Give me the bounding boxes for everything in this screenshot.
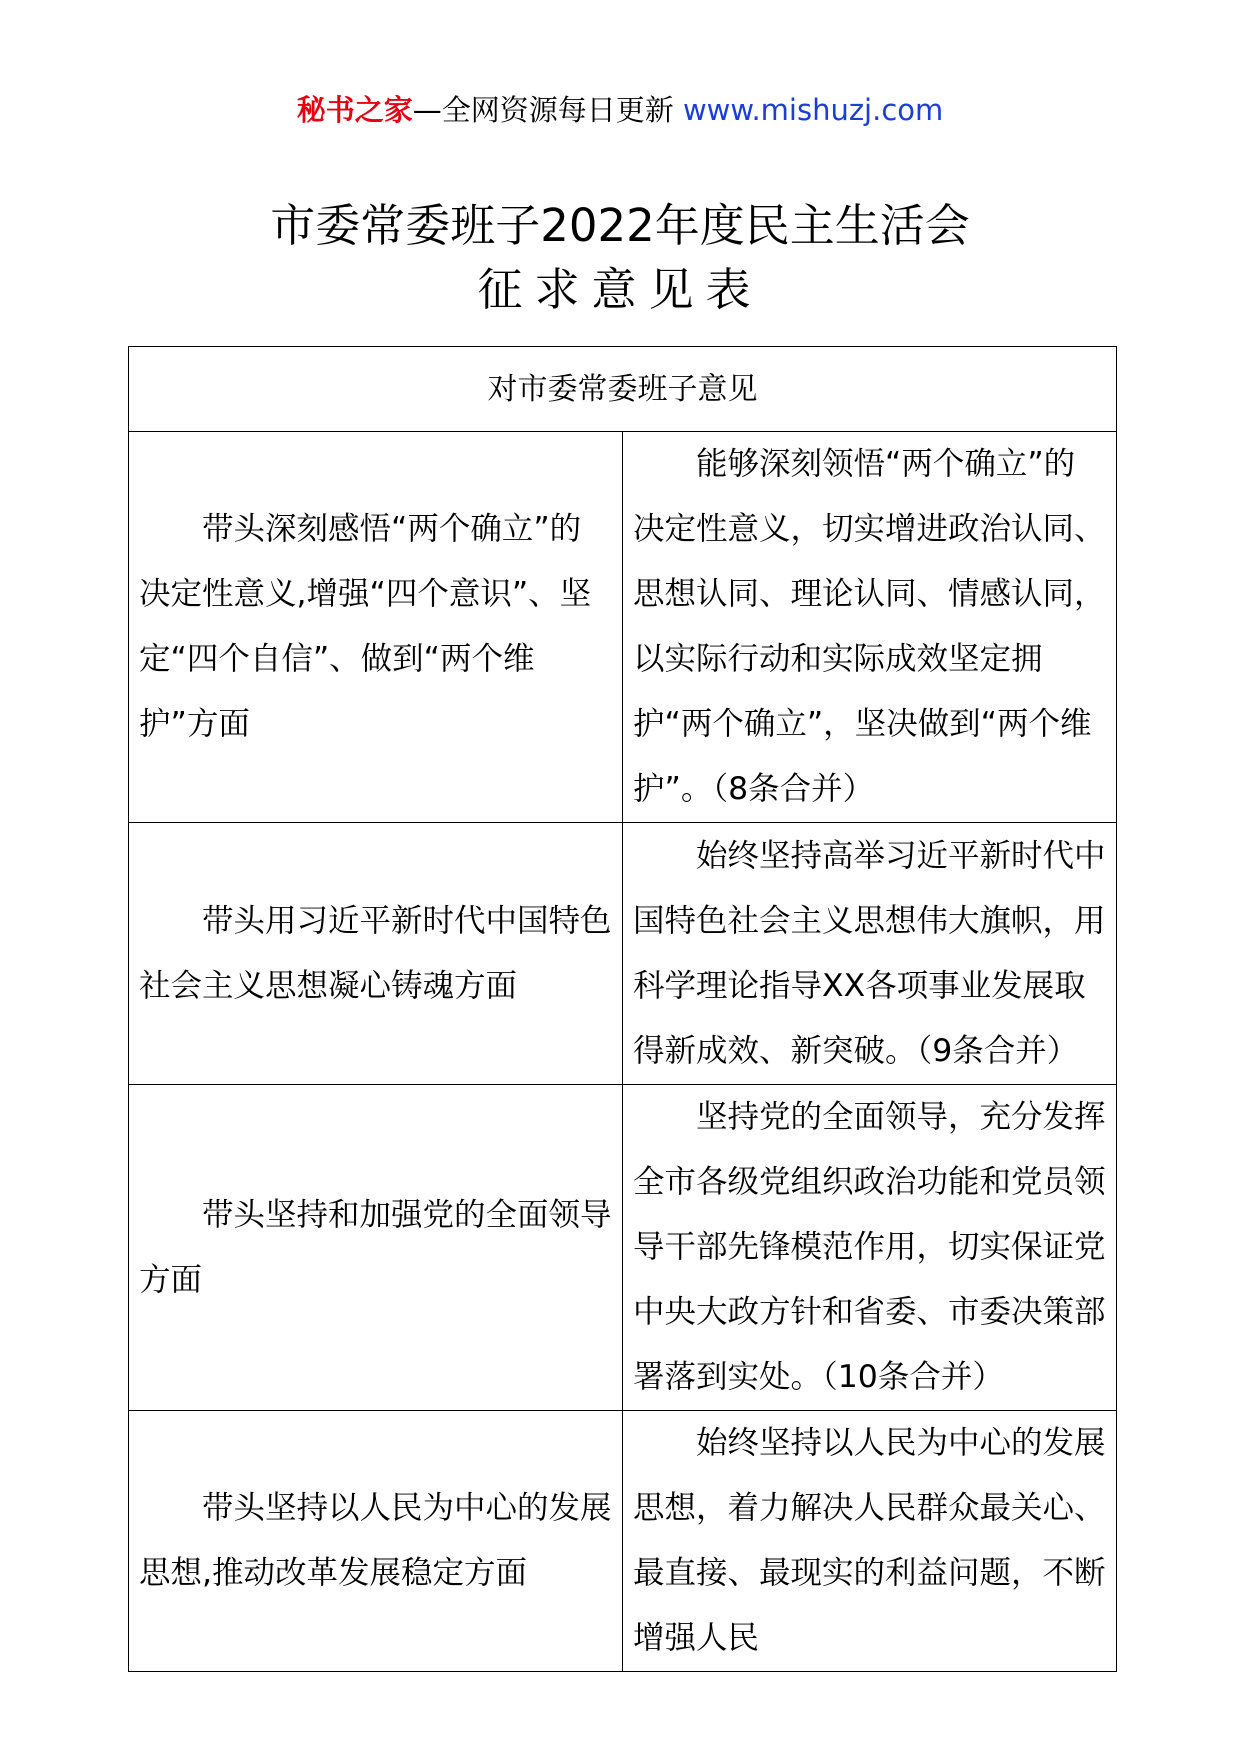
site-header bbox=[0, 88, 1240, 132]
table-row bbox=[129, 823, 1117, 1085]
opinion-cell: 坚持党的全面领导，充分发挥全市各级党组织政治功能和党员领导干部先锋模范作用，切实保证党中央大政方针和省委、市委决策部署落到实处。（10条合并） bbox=[623, 1085, 1117, 1411]
topic-cell: 带头坚持和加强党的全面领导方面 bbox=[129, 1085, 623, 1411]
topic-cell: 带头用习近平新时代中国特色社会主义思想凝心铸魂方面 bbox=[129, 823, 623, 1085]
table-heading-row bbox=[129, 347, 1117, 432]
table-row bbox=[129, 1085, 1117, 1411]
table-row bbox=[129, 1411, 1117, 1672]
document-subtitle: 征求意见表 bbox=[477, 263, 763, 316]
table-heading: 对市委常委班子意见 bbox=[129, 347, 1117, 432]
header-tagline: —全网资源每日更新 bbox=[412, 93, 674, 127]
table-row bbox=[129, 432, 1117, 823]
opinion-table bbox=[128, 346, 1117, 1672]
opinion-cell: 能够深刻领悟“两个确立”的决定性意义，切实增进政治认同、思想认同、理论认同、情感认同，以实际行动和实际成效坚定拥护“两个确立”，坚决做到“两个维护”。（8条合并） bbox=[623, 432, 1117, 823]
document-title: 市委常委班子2022年度民主生活会 bbox=[270, 199, 970, 252]
topic-cell: 带头深刻感悟“两个确立”的决定性意义,增强“四个意识”、坚定“四个自信”、做到“两个维护”方面 bbox=[129, 432, 623, 823]
brand-name: 秘书之家 bbox=[296, 93, 413, 127]
topic-cell: 带头坚持以人民为中心的发展思想,推动改革发展稳定方面 bbox=[129, 1411, 623, 1672]
opinion-cell: 始终坚持以人民为中心的发展思想，着力解决人民群众最关心、最直接、最现实的利益问题，不断增强人民 bbox=[623, 1411, 1117, 1672]
opinion-cell: 始终坚持高举习近平新时代中国特色社会主义思想伟大旗帜，用科学理论指导XX各项事业发展取得新成效、新突破。（9条合并） bbox=[623, 823, 1117, 1085]
site-link[interactable]: www.mishuzj.com bbox=[682, 93, 944, 127]
